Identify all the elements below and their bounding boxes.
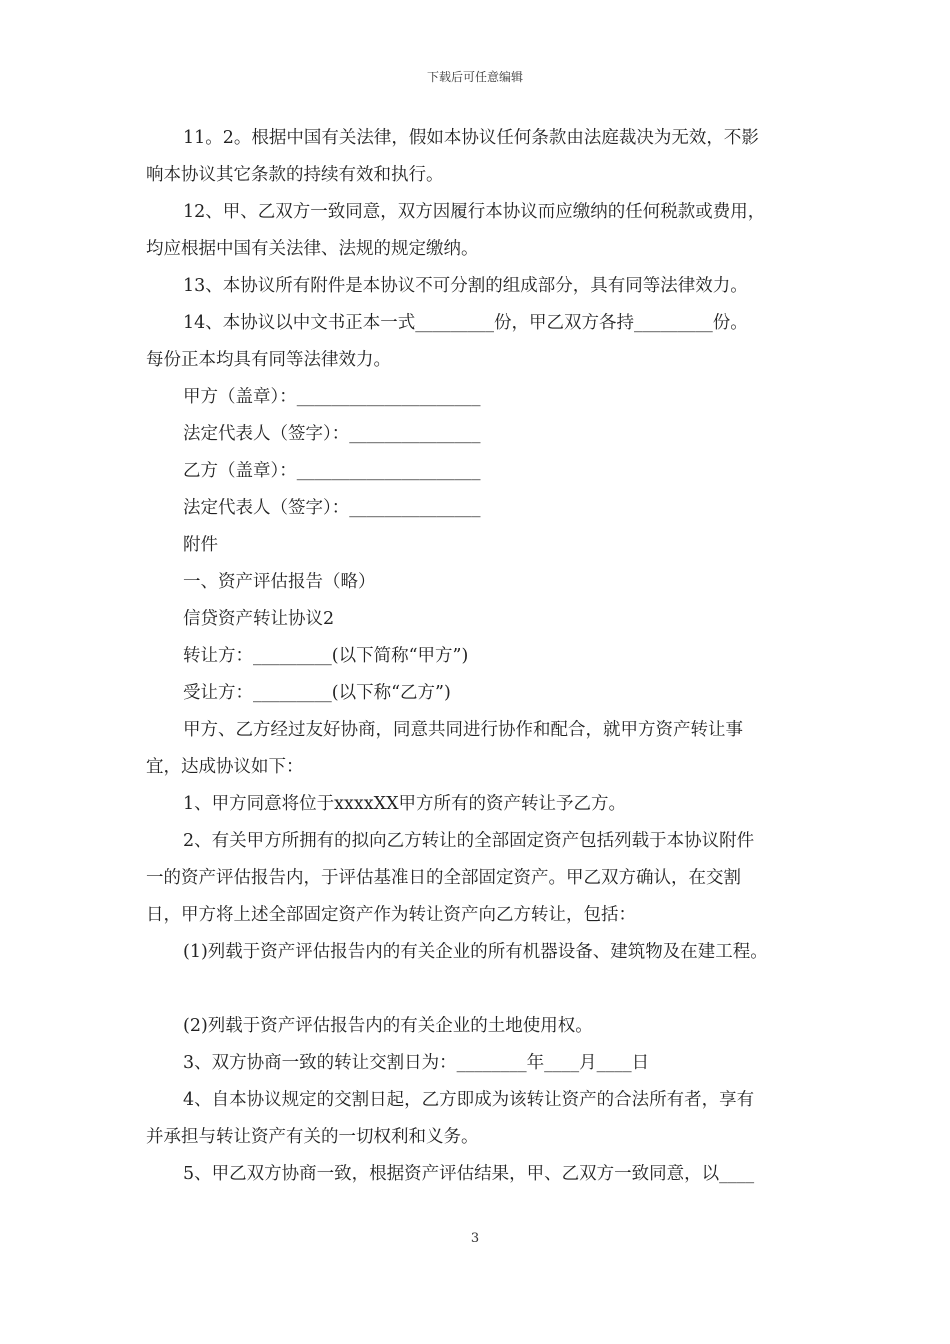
paragraph-line: (2)列载于资产评估报告内的有关企业的土地使用权。 <box>183 1016 593 1036</box>
signature-line-party-a: 甲方（盖章）：_____________________ <box>183 387 481 407</box>
paragraph-line: 每份正本均具有同等法律效力。 <box>146 350 391 370</box>
signature-line-rep-b: 法定代表人（签字）：_______________ <box>183 498 481 518</box>
section-title: 信贷资产转让协议2 <box>183 609 335 629</box>
paragraph-line: 均应根据中国有关法律、法规的规定缴纳。 <box>146 239 479 259</box>
paragraph-line: 并承担与转让资产有关的一切权利和义务。 <box>146 1127 479 1147</box>
blank-line <box>146 971 814 1008</box>
header-note: 下载后可任意编辑 <box>426 70 523 84</box>
paragraph-line: 11。2。根据中国有关法律，假如本协议任何条款由法庭裁决为无效，不影 <box>183 128 759 148</box>
signature-line-party-b: 乙方（盖章）：_____________________ <box>183 461 481 481</box>
paragraph-line: 响本协议其它条款的持续有效和执行。 <box>146 165 444 185</box>
paragraph-line: 2、有关甲方所拥有的拟向乙方转让的全部固定资产包括列载于本协议附件 <box>183 831 755 851</box>
paragraph-line: 宜，达成协议如下： <box>146 757 304 777</box>
paragraph-line: 3、双方协商一致的转让交割日为：________年____月____日 <box>183 1053 650 1073</box>
page-number: 3 <box>470 1231 480 1246</box>
document-body <box>146 120 814 1193</box>
paragraph-line: 日，甲方将上述全部固定资产作为转让资产向乙方转让，包括： <box>146 905 636 925</box>
paragraph-line: 5、甲乙双方协商一致，根据资产评估结果，甲、乙双方一致同意，以____ <box>183 1164 755 1184</box>
paragraph-line: 1、甲方同意将位于xxxxXX甲方所有的资产转让予乙方。 <box>183 794 627 814</box>
paragraph-line: 13、本协议所有附件是本协议不可分割的组成部分，具有同等法律效力。 <box>183 276 748 296</box>
paragraph-line: 甲方、乙方经过友好协商，同意共同进行协作和配合，就甲方资产转让事 <box>183 720 743 740</box>
transferor-line: 转让方：_________(以下简称“甲方”) <box>183 646 469 666</box>
paragraph-line: (1)列载于资产评估报告内的有关企业的所有机器设备、建筑物及在建工程。 <box>183 942 768 962</box>
attachment-item: 一、资产评估报告（略） <box>183 572 376 592</box>
signature-line-rep-a: 法定代表人（签字）：_______________ <box>183 424 481 444</box>
transferee-line: 受让方：_________(以下称“乙方”) <box>183 683 451 703</box>
paragraph-line: 一的资产评估报告内，于评估基准日的全部固定资产。甲乙双方确认，在交割 <box>146 868 741 888</box>
attachment-heading: 附件 <box>183 535 218 555</box>
paragraph-line: 4、自本协议规定的交割日起，乙方即成为该转让资产的合法所有者，享有 <box>183 1090 755 1110</box>
paragraph-line: 12、甲、乙双方一致同意，双方因履行本协议而应缴纳的任何税款或费用， <box>183 202 766 222</box>
paragraph-line: 14、本协议以中文书正本一式_________份，甲乙双方各持_________份。 <box>183 313 748 333</box>
